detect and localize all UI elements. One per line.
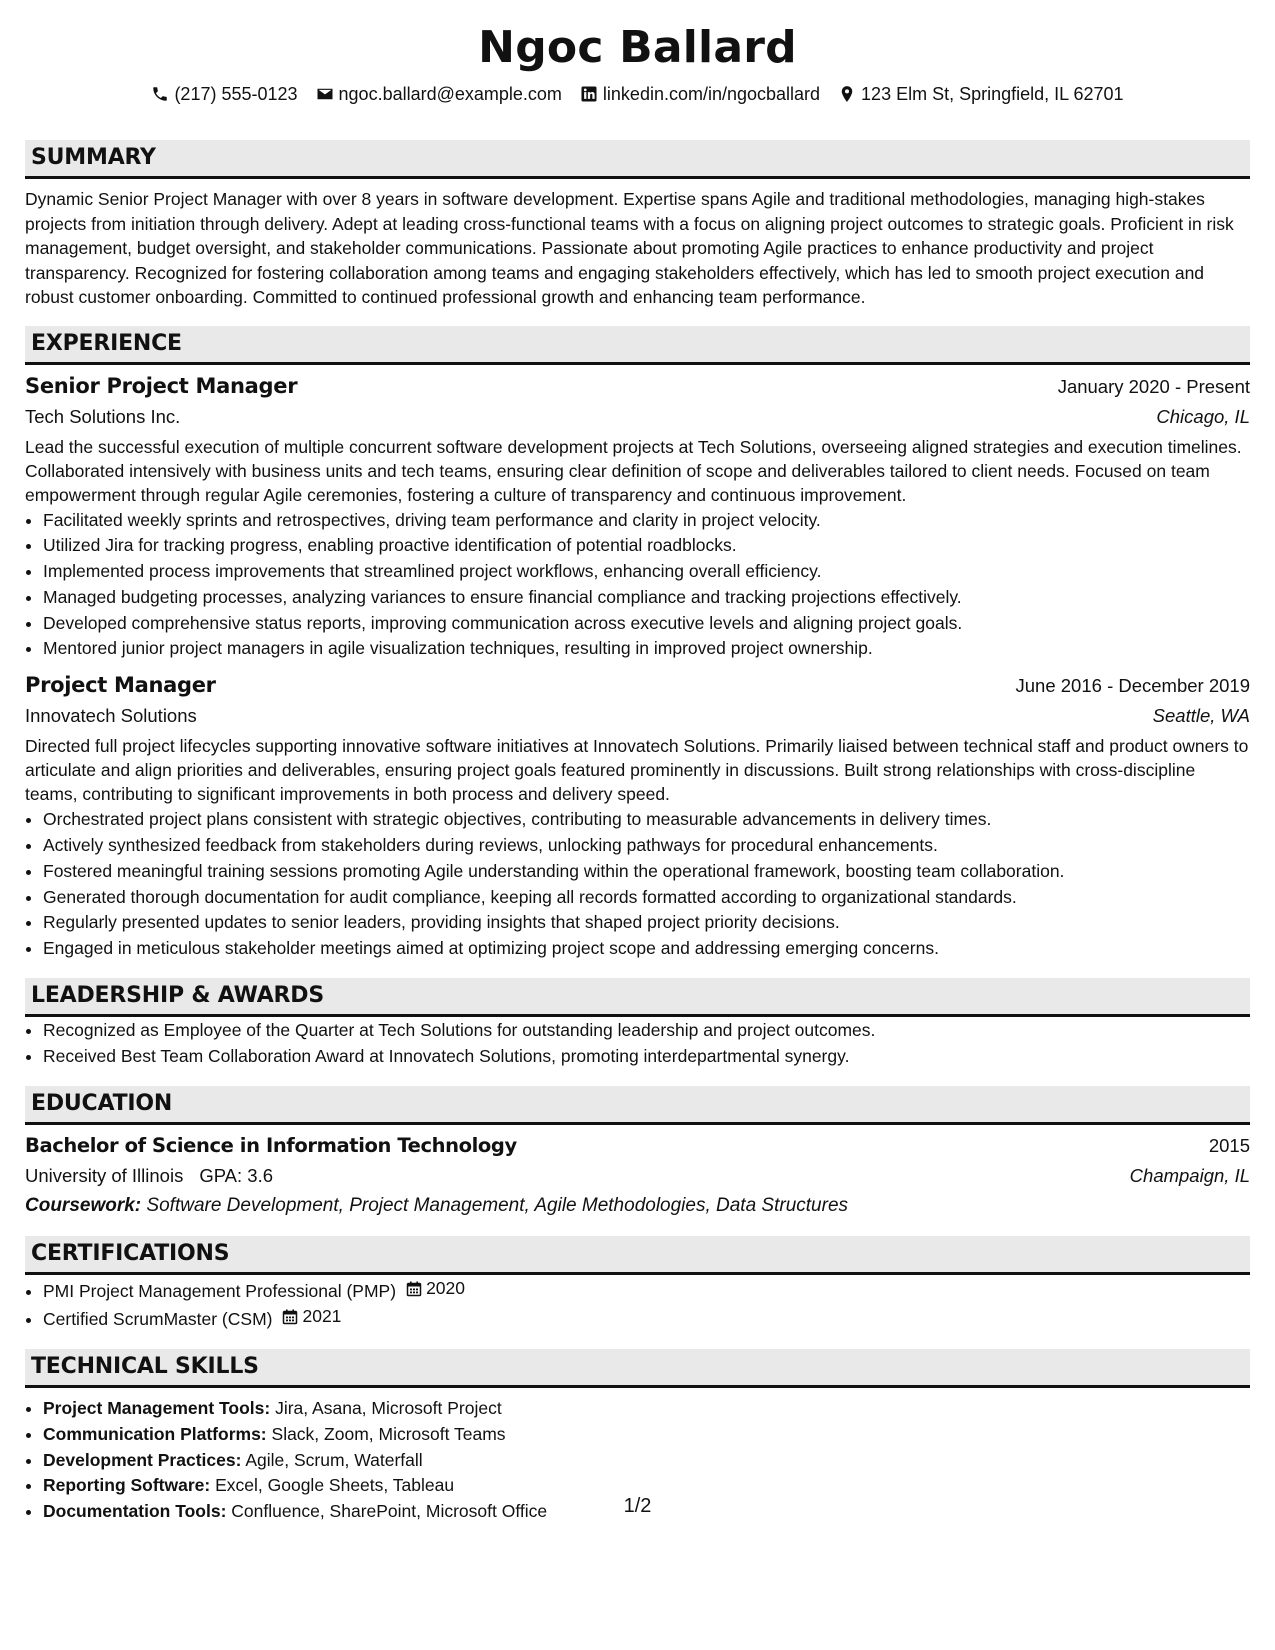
address-text: 123 Elm St, Springfield, IL 62701: [861, 84, 1124, 104]
job-dates: June 2016 - December 2019: [1015, 675, 1250, 697]
gpa: GPA: 3.6: [199, 1164, 274, 1186]
skill-value: Slack, Zoom, Microsoft Teams: [271, 1423, 506, 1444]
email-text: ngoc.ballard@example.com: [338, 84, 562, 104]
list-item: • Fostered meaningful training sessions promoting Agile understanding within the operational framework, boosting team collaboration.: [43, 859, 1250, 885]
job-location: Seattle, WA: [1152, 705, 1250, 727]
skill-value: Excel, Google Sheets, Tableau: [215, 1475, 455, 1496]
calendar-icon: [282, 1309, 298, 1325]
skill-label: Project Management Tools:: [43, 1398, 271, 1419]
phone-text: (217) 555-0123: [174, 84, 298, 104]
list-item: • Received Best Team Collaboration Award at Innovatech Solutions, promoting interdepartmental synergy.: [43, 1044, 1250, 1070]
page-number: 1/2: [623, 1495, 652, 1517]
list-item: • Utilized Jira for tracking progress, enabling proactive identification of potential roadblocks.: [43, 533, 1250, 559]
contact-bar: [25, 82, 1250, 106]
job-title: Project Manager: [25, 673, 216, 698]
list-item: • Facilitated weekly sprints and retrospectives, driving team performance and clarity in project velocity.: [43, 508, 1250, 534]
coursework-text: Software Development, Project Management, Agile Methodologies, Data Structures: [146, 1194, 849, 1216]
linkedin-text: linkedin.com/in/ngocballard: [602, 84, 821, 104]
list-item: • Implemented process improvements that streamlined project workflows, enhancing overall efficiency.: [43, 559, 1250, 585]
list-item: • Mentored junior project managers in agile visualization techniques, resulting in improved project ownership.: [43, 636, 1250, 662]
job-entry: [25, 670, 1250, 962]
contact-email[interactable]: [316, 82, 562, 106]
candidate-name: Ngoc Ballard: [478, 22, 797, 73]
list-item: • Developed comprehensive status reports, improving communication across executive levels and aligning project goals.: [43, 611, 1250, 637]
job-dates: January 2020 - Present: [1057, 375, 1250, 397]
list-item: [43, 1276, 1250, 1305]
contact-address: [838, 82, 1124, 106]
job-description: Lead the successful execution of multiple concurrent software development projects at Tech Solutions, overseeing aligned strategies and execution timelines. Collaborated intensively with business units and tech teams, ensuring clear definition of scope and deliverables tailored to client needs. Focused on team empowerment through regular Agile ceremonies, fostering a culture of transparency and continuous improvement.: [25, 436, 1242, 505]
section-header-education: EDUCATION: [25, 1086, 1250, 1125]
job-bullets: [25, 807, 1250, 962]
job-company: Innovatech Solutions: [25, 705, 197, 727]
job-description: Directed full project lifecycles supporting innovative software initiatives at Innovatech Solutions. Primarily liaised between technical staff and product owners to articulate and align priorities and deliverables, ensuring project goals featured prominently in discussions. Built strong relationships with cross-discipline teams, contributing to significant improvements in both process and delivery speed.: [25, 736, 1249, 805]
resume-page: [25, 20, 1250, 1525]
cert-name: PMI Project Management Professional (PMP): [43, 1280, 397, 1301]
coursework-label: Coursework:: [25, 1194, 142, 1216]
skill-value: Jira, Asana, Microsoft Project: [275, 1398, 502, 1419]
skill-label: Development Practices:: [43, 1449, 242, 1470]
skill-label: Communication Platforms:: [43, 1423, 267, 1444]
coursework: [25, 1192, 1250, 1220]
education-entry: [25, 1131, 1250, 1220]
job-company: Tech Solutions Inc.: [25, 405, 181, 427]
job-bullets: [25, 508, 1250, 663]
section-header-experience: EXPERIENCE: [25, 326, 1250, 365]
job-title: Senior Project Manager: [25, 373, 298, 398]
cert-name: Certified ScrumMaster (CSM): [43, 1309, 273, 1330]
phone-icon: [151, 85, 169, 103]
section-header-leadership: LEADERSHIP & AWARDS: [25, 978, 1250, 1017]
list-item: [43, 1448, 1250, 1474]
list-item: • Engaged in meticulous stakeholder meetings aimed at optimizing project scope and addressing emerging concerns.: [43, 936, 1250, 962]
skill-value: Agile, Scrum, Waterfall: [245, 1449, 423, 1470]
school-line: [25, 1161, 273, 1191]
list-item: [43, 1304, 1250, 1333]
contact-phone: [151, 82, 297, 106]
cert-year: 2020: [426, 1277, 465, 1298]
skill-label: Reporting Software:: [43, 1475, 211, 1496]
section-header-certifications: CERTIFICATIONS: [25, 1236, 1250, 1275]
school-name: University of Illinois: [25, 1164, 184, 1186]
list-item: [43, 1422, 1250, 1448]
job-location: Chicago, IL: [1156, 405, 1250, 427]
cert-year: 2021: [302, 1306, 342, 1327]
calendar-icon: [406, 1281, 422, 1297]
skill-value: Confluence, SharePoint, Microsoft Office: [231, 1501, 548, 1522]
list-item: • Actively synthesized feedback from stakeholders during reviews, unlocking pathways for procedural enhancements.: [43, 833, 1250, 859]
degree-title: Bachelor of Science in Information Technology: [25, 1133, 517, 1157]
skill-label: Documentation Tools:: [43, 1501, 227, 1522]
leadership-list: [25, 1018, 1250, 1070]
graduation-year: 2015: [1208, 1134, 1250, 1156]
envelope-icon: [316, 85, 334, 103]
certifications-list: [25, 1276, 1250, 1333]
linkedin-icon: [580, 85, 598, 103]
list-item: • Recognized as Employee of the Quarter at Tech Solutions for outstanding leadership and project outcomes.: [43, 1018, 1250, 1044]
list-item: • Orchestrated project plans consistent with strategic objectives, contributing to measurable advancements in delivery times.: [43, 807, 1250, 833]
list-item: • Generated thorough documentation for audit compliance, keeping all records formatted according to organizational standards.: [43, 885, 1250, 911]
job-entry: [25, 371, 1250, 663]
section-header-skills: TECHNICAL SKILLS: [25, 1349, 1250, 1388]
school-location: Champaign, IL: [1129, 1164, 1250, 1186]
section-header-summary: SUMMARY: [25, 140, 1250, 179]
list-item: • Regularly presented updates to senior leaders, providing insights that shaped project priority decisions.: [43, 910, 1250, 936]
map-marker-icon: [838, 85, 856, 103]
summary-text: Dynamic Senior Project Manager with over 8 years in software development. Expertise spans Agile and traditional methodologies, managing high-stakes projects from initiation through delivery. Adept at leading cross-functional teams with a focus on aligning project outcomes to strategic goals. Proficient in risk management, budget oversight, and stakeholder communications. Passionate about promoting Agile practices to enhance productivity and project transparency. Recognized for fostering collaboration among teams and engaging stakeholders effectively, which has led to smooth project execution and robust customer onboarding. Committed to continued professional growth and enhancing team performance.: [25, 189, 1234, 307]
contact-linkedin[interactable]: [580, 82, 820, 106]
list-item: • Managed budgeting processes, analyzing variances to ensure financial compliance and tracking projections effectively.: [43, 585, 1250, 611]
list-item: [43, 1396, 1250, 1422]
